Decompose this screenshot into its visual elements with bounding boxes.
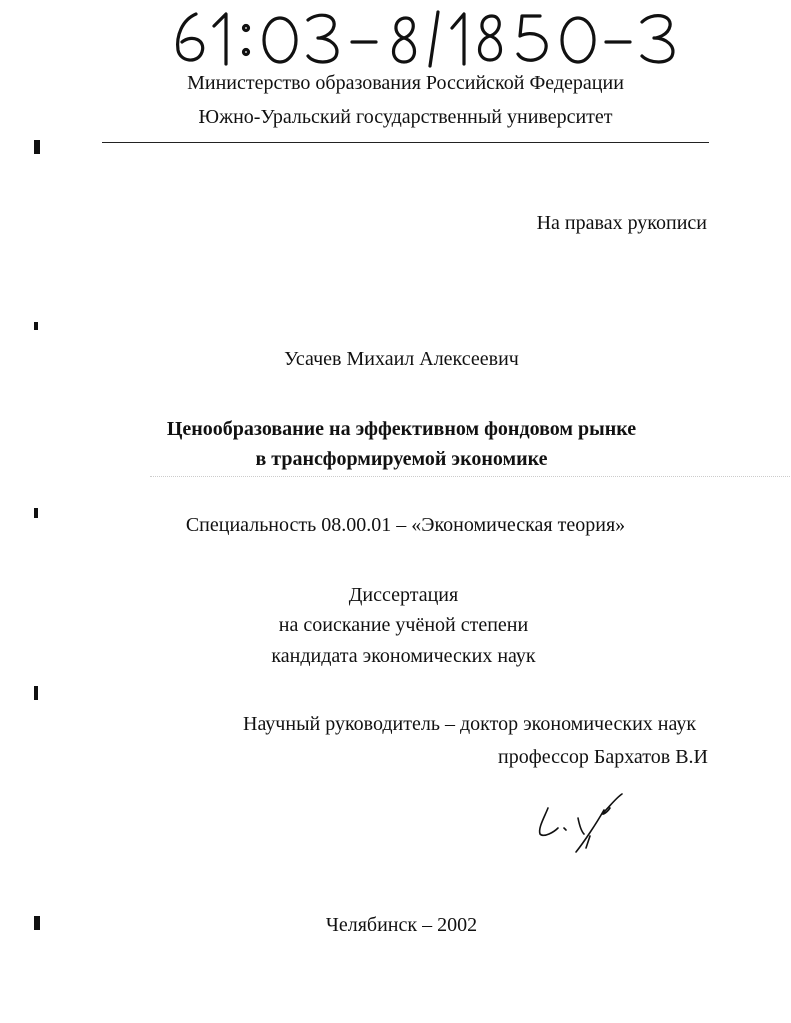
scan-margin-mark — [34, 508, 38, 518]
supervisor-title: Научный руководитель – доктор экономических наук — [243, 713, 697, 735]
supervisor-name: профессор Бархатов В.И — [498, 746, 708, 768]
thesis-title-line-2: в трансформируемой экономике — [255, 448, 548, 470]
scan-margin-mark — [34, 916, 40, 930]
scan-margin-mark — [34, 322, 38, 330]
degree-name: кандидата экономических наук — [271, 645, 536, 667]
specialty: Специальность 08.00.01 – «Экономическая теория» — [185, 514, 626, 536]
scan-margin-mark — [34, 686, 38, 700]
scan-dotted-artifact — [150, 476, 790, 477]
header-divider — [102, 142, 709, 143]
handwritten-archive-code — [168, 6, 688, 68]
handwritten-signature — [526, 788, 636, 858]
city-and-year: Челябинск – 2002 — [325, 914, 478, 936]
ministry-name: Министерство образования Российской Федерации — [187, 72, 624, 94]
manuscript-note: На правах рукописи — [536, 212, 707, 234]
university-name: Южно-Уральский государственный университет — [198, 106, 613, 128]
degree-purpose: на соискание учёной степени — [278, 614, 529, 636]
author-name: Усачев Михаил Алексеевич — [284, 348, 519, 370]
thesis-title-line-1: Ценообразование на эффективном фондовом рынке — [166, 418, 637, 440]
dissertation-label: Диссертация — [348, 584, 459, 606]
scan-margin-mark — [34, 140, 40, 154]
